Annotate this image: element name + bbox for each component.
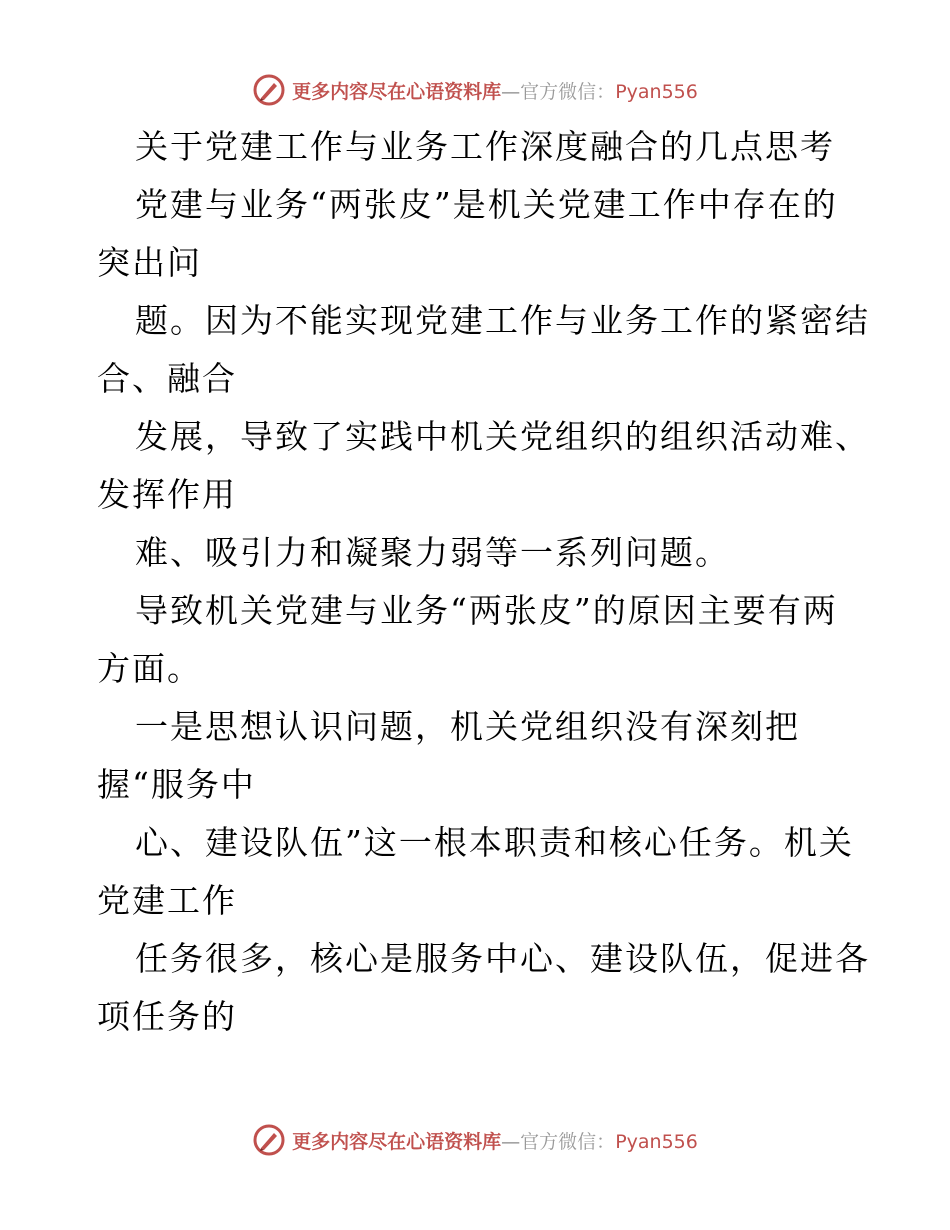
watermark-id: Pyan556 (615, 1130, 698, 1153)
watermark-text (292, 1127, 698, 1154)
text-line: 难、吸引力和凝聚力弱等一系列问题。 (135, 533, 730, 572)
text-line: 题。因为不能实现党建工作与业务工作的紧密结 (135, 301, 870, 340)
text-line: 突出问 (97, 243, 202, 282)
watermark-main: 更多内容尽在心语资料库 (292, 80, 502, 103)
text-line: 合、融合 (97, 359, 237, 398)
text-line: 一是思想认识问题，机关党组织没有深刻把 (135, 707, 800, 746)
watermark-main: 更多内容尽在心语资料库 (292, 1130, 502, 1153)
text-line: 心、建设队伍”这一根本职责和核心任务。机关 (135, 823, 854, 862)
text-line: 方面。 (97, 649, 202, 688)
text-line: 党建与业务“两张皮”是机关党建工作中存在的 (135, 185, 838, 224)
document-body (97, 118, 870, 1046)
text-line: 握“服务中 (97, 765, 256, 804)
watermark-text (292, 77, 698, 104)
text-line: 导致机关党建与业务“两张皮”的原因主要有两 (135, 591, 838, 630)
header-watermark (0, 70, 950, 110)
watermark-dash: — (501, 80, 521, 103)
pen-logo-icon (252, 73, 286, 107)
watermark-dash: — (501, 1130, 521, 1153)
footer-watermark (0, 1120, 950, 1160)
text-line: 发展，导致了实践中机关党组织的组织活动难、 (135, 417, 870, 456)
watermark-id: Pyan556 (615, 80, 698, 103)
text-line: 关于党建工作与业务工作深度融合的几点思考 (135, 127, 835, 166)
text-line: 项任务的 (97, 997, 237, 1036)
text-line: 党建工作 (97, 881, 237, 920)
watermark-group (252, 73, 698, 107)
text-line: 发挥作用 (97, 475, 237, 514)
pen-logo-icon (252, 1123, 286, 1157)
watermark-sub: 官方微信： (520, 80, 616, 103)
watermark-group (252, 1123, 698, 1157)
watermark-sub: 官方微信： (520, 1130, 616, 1153)
text-line: 任务很多，核心是服务中心、建设队伍，促进各 (135, 939, 870, 978)
